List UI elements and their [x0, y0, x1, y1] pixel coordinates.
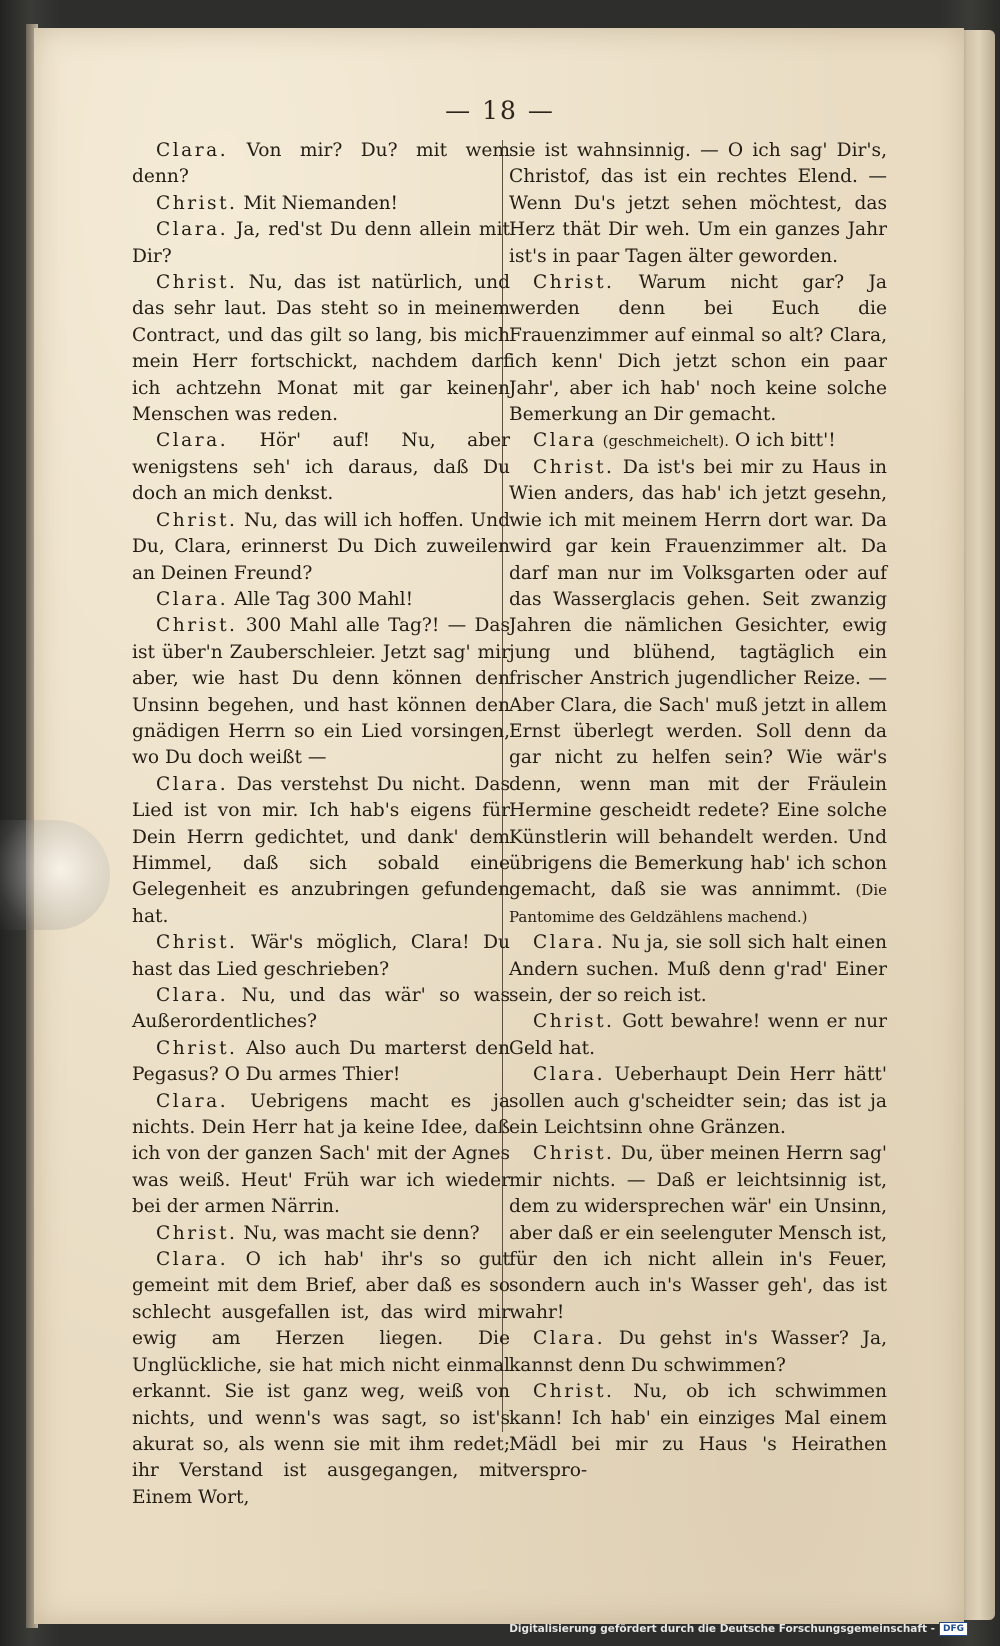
dialogue-text: 300 Mahl alle Tag?! — Das ist über'n Zauberschleier. Jetzt sag' mir aber, wie hast Du denn können den Unsinn begehen, und hast können den gnädigen Herrn so ein Lied vorsingen, wo Du doch weißt —	[132, 615, 510, 769]
dialogue-paragraph	[509, 930, 887, 1009]
dialogue-text: Nu, was macht sie denn?	[243, 1222, 480, 1244]
speaker-name: Christ.	[533, 1381, 615, 1403]
left-column	[132, 138, 510, 1511]
dialogue-paragraph	[132, 508, 510, 587]
dialogue-text: Warum nicht gar? Ja werden denn bei Euch die Frauenzimmer auf einmal so alt? Clara, ich kenn' Dich jetzt schon ein paar Jahr', aber ich hab' noch keine solche Bemerkung an Dir gemacht.	[509, 272, 887, 426]
dialogue-paragraph	[132, 1089, 510, 1221]
speaker-name: Christ.	[156, 1222, 238, 1244]
dialogue-paragraph	[509, 1379, 887, 1485]
dialogue-text: Gott bewahre! wenn er nur Geld hat.	[509, 1011, 887, 1059]
dialogue-text: sie ist wahnsinnig. — O ich sag' Dir's, Christof, das ist ein rechtes Elend. — Wenn Du's jetzt sehen möchtest, das Herz thät Dir weh. Um ein ganzes Jahr ist's in paar Tagen älter geworden.	[509, 140, 887, 267]
stage-direction: (Die Pantomime des Geldzählens machend.)	[509, 881, 887, 926]
speaker-name: Clara.	[156, 430, 229, 452]
dialogue-text: Alle Tag 300 Mahl!	[234, 588, 414, 610]
speaker-name: Christ.	[156, 272, 238, 294]
speaker-name: Clara.	[156, 1090, 229, 1112]
dialogue-text: Nu, das will ich hoffen. Und Du, Clara, erinnerst Du Dich zuweilen an Deinen Freund?	[132, 509, 510, 584]
dialogue-paragraph	[132, 217, 510, 270]
dialogue-paragraph	[132, 1221, 510, 1247]
dialogue-paragraph	[509, 1009, 887, 1062]
dialogue-paragraph	[509, 455, 887, 930]
right-column	[509, 138, 887, 1485]
dialogue-text: Nu, und das wär' so was Außerordentliches?	[132, 985, 510, 1033]
dialogue-text: Nu, ob ich schwimmen kann! Ich hab' ein einziges Mal einem Mädl bei mir zu Haus 's Heirathen verspro-	[509, 1381, 887, 1482]
speaker-name: Christ.	[156, 509, 238, 531]
speaker-name: Clara.	[156, 773, 229, 795]
dialogue-paragraph	[509, 1141, 887, 1326]
dialogue-text: Nu ja, sie soll sich halt einen Andern suchen. Muß denn g'rad' Einer sein, der so reich ist.	[509, 932, 887, 1006]
dialogue-text: O ich bitt'!	[734, 430, 836, 452]
dialogue-text: Mit Niemanden!	[243, 192, 399, 214]
dialogue-text: O ich hab' ihr's so gut gemeint mit dem Brief, aber daß es so schlecht ausgefallen ist, das wird mir ewig am Herzen liegen. Die Unglückliche, sie hat mich nicht einmal erkannt. Sie ist ganz weg, weiß von nichts, und wenn's was sagt, so ist's akurat so, als wenn sie mit ihm redet; ihr Verstand ist ausgegangen, mit Einem Wort,	[132, 1249, 510, 1508]
dialogue-paragraph	[132, 1036, 510, 1089]
dialogue-text: Du, über meinen Herrn sag' mir nichts. — Daß er leichtsinnig ist, dem zu widersprechen wär' ein Unsinn, aber daß er ein seelenguter Mensch ist, für den ich nicht allein in's Feuer, sondern auch in's Wasser geh', das ist wahr!	[509, 1143, 887, 1323]
dialogue-paragraph	[509, 1062, 887, 1141]
digitization-footer	[509, 1622, 968, 1636]
stage-direction: (geschmeichelt).	[602, 432, 730, 451]
speaker-name: Clara.	[156, 588, 229, 610]
dialogue-paragraph	[132, 1247, 510, 1511]
dialogue-paragraph	[509, 138, 887, 270]
speaker-name: Christ.	[156, 932, 238, 954]
dialogue-paragraph	[509, 270, 887, 428]
dialogue-paragraph	[132, 613, 510, 771]
speaker-name: Christ.	[533, 456, 615, 478]
dialogue-paragraph	[132, 772, 510, 930]
dialogue-text: Das verstehst Du nicht. Das Lied ist von mir. Ich hab's eigens für Dein Herrn gedichtet, und dank' dem Himmel, daß sich sobald eine Gelegenheit es anzubringen gefunden hat.	[132, 773, 510, 927]
dialogue-paragraph	[132, 270, 510, 428]
dialogue-paragraph	[132, 587, 510, 613]
dialogue-text: Hör' auf! Nu, aber wenigstens seh' ich daraus, daß Du doch an mich denkst.	[132, 430, 510, 505]
speaker-name: Clara.	[156, 985, 229, 1006]
dialogue-text: Also auch Du marterst den Pegasus? O Du armes Thier!	[132, 1037, 510, 1086]
speaker-name: Clara.	[156, 140, 229, 161]
dialogue-paragraph	[132, 191, 510, 217]
dialogue-text: Nu, das ist natürlich, und das sehr laut. Das steht so in meinem Contract, und das gilt so lang, bis mich mein Herr fortschickt, nachdem darf ich achtzehn Monat mit gar keinen Menschen was reden.	[132, 272, 510, 426]
speaker-name: Christ.	[533, 1011, 615, 1033]
speaker-name: Christ.	[156, 1037, 238, 1059]
page-number: — 18 —	[445, 96, 555, 125]
dialogue-text: Da ist's bei mir zu Haus in Wien anders, das hab' ich jetzt gesehn, wie ich mit meinem Herrn dort war. Da wird gar kein Frauenzimmer alt. Da darf man nur im Volksgarten oder auf das Wasserglacis gehen. Seit zwanzig Jahren die nämlichen Gesichter, ewig jung und blühend, tagtäglich ein frischer Anstrich jugendlicher Reize. — Aber Clara, die Sach' muß jetzt in allem Ernst überlegt werden. Soll denn da gar nicht zu helfen sein? Wie wär's denn, wenn man mit der Fräulein Hermine gescheidt redete? Eine solche Künstlerin will behandelt werden. Und übrigens die Bemerkung hab' ich schon gemacht, daß sie was annimmt.	[509, 456, 887, 901]
dfg-logo: DFG	[939, 1622, 968, 1636]
speaker-name: Christ.	[156, 615, 238, 637]
dialogue-text: Ja, red'st Du denn allein mit Dir?	[132, 219, 510, 267]
speaker-name: Christ.	[533, 272, 615, 294]
footer-text: Digitalisierung gefördert durch die Deutsche Forschungsgemeinschaft -	[509, 1623, 935, 1635]
speaker-name: Clara.	[533, 1328, 606, 1350]
speaker-name: Christ.	[156, 192, 238, 214]
dialogue-text: Ueberhaupt Dein Herr hätt' sollen auch g'scheidter sein; das ist ja ein Leichtsinn ohne Gränzen.	[509, 1064, 887, 1139]
dialogue-text: Du gehst in's Wasser? Ja, kannst denn Du schwimmen?	[509, 1328, 887, 1376]
dialogue-paragraph	[132, 930, 510, 983]
dialogue-text: Von mir? Du? mit wem denn?	[132, 140, 510, 188]
dialogue-paragraph	[509, 428, 887, 454]
dialogue-text: Wär's möglich, Clara! Du hast das Lied geschrieben?	[132, 932, 510, 980]
dialogue-paragraph	[132, 983, 510, 1036]
speaker-name: Clara	[533, 430, 597, 452]
speaker-name: Clara.	[533, 1064, 606, 1086]
glass-weight	[0, 820, 110, 930]
dialogue-text: Uebrigens macht es ja nichts. Dein Herr hat ja keine Idee, daß ich von der ganzen Sach' mit der Agnes was weiß. Heut' Früh war ich wieder bei der armen Närrin.	[132, 1090, 510, 1218]
speaker-name: Clara.	[156, 1249, 229, 1271]
dialogue-paragraph	[132, 138, 510, 191]
dialogue-paragraph	[509, 1326, 887, 1379]
speaker-name: Clara.	[533, 932, 606, 954]
speaker-name: Clara.	[156, 219, 229, 241]
speaker-name: Christ.	[533, 1143, 615, 1165]
dialogue-paragraph	[132, 428, 510, 507]
